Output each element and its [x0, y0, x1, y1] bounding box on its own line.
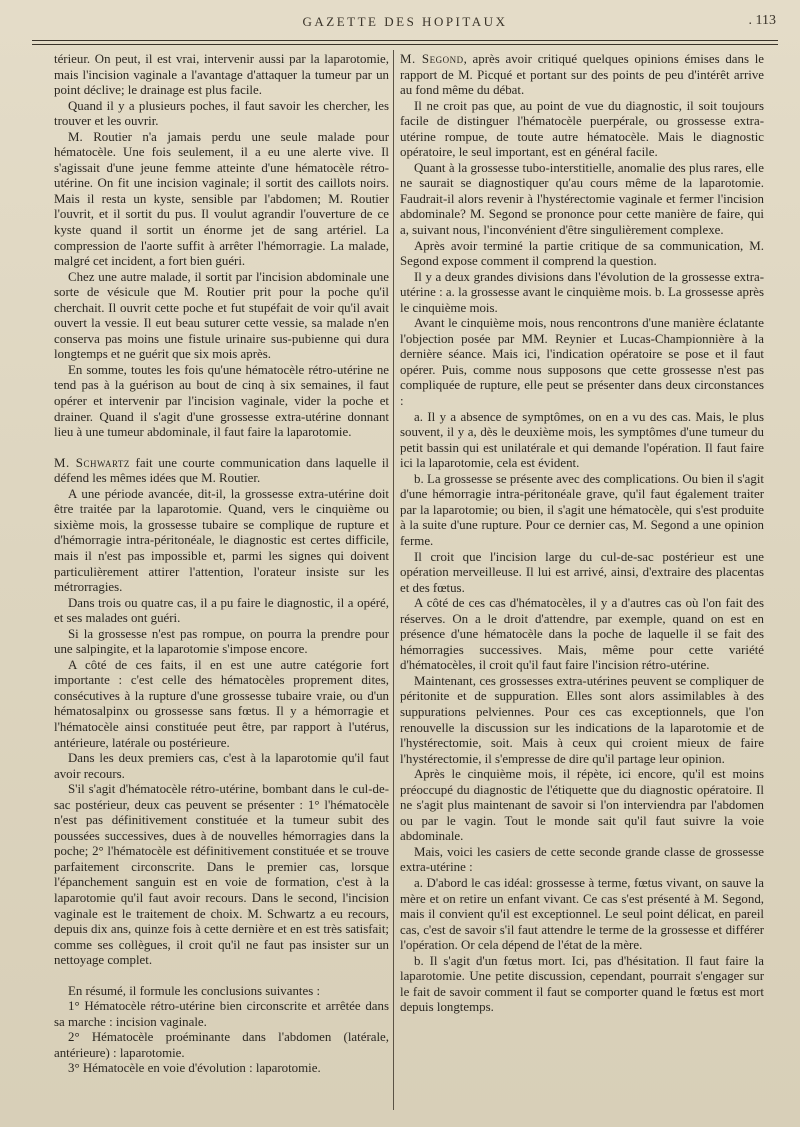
paragraph: [400, 52, 764, 99]
paragraph: [400, 954, 764, 1016]
paragraph-text: A côté de ces cas d'hématocèles, il y a d'autres cas où l'on fait des réserves. On a le droit d'attendre, par exemple, quand on est en présence d'une hématocèle dans la poche de laquelle il se fait des hémorragies successives. Mais, même pour cette variété d'hématocèles, il croit qu'il faut faire l'incision rétro-utérine.: [400, 596, 764, 673]
paragraph-text: Après avoir terminé la partie critique de sa communication, M. Segond expose comment il comprend la question.: [400, 238, 764, 269]
paragraph-text: Mais, voici les casiers de cette seconde grande classe de grossesse extra-utérine :: [400, 844, 764, 875]
paragraph-text: Si la grossesse n'est pas rompue, on pourra la prendre pour une salpingite, et la laparotomie s'impose encore.: [54, 626, 389, 657]
paragraph: [54, 782, 389, 969]
paragraph: [54, 52, 389, 99]
paragraph-text: A côté de ces faits, il en est une autre catégorie fort importante : c'est celle des hématocèles proprement dites, consécutives à la rupture d'une grossesse tubaire vraie, ou d'un hématosalpinx ou grossesse sans fœtus. Il y a hémorragie et l'hématocèle ainsi constituée peut être, par rapport à l'utérus, antérieure, latérale ou postérieure.: [54, 657, 389, 750]
paragraph: [400, 550, 764, 597]
paragraph: [54, 99, 389, 130]
paragraph-text: Chez une autre malade, il sortit par l'incision abdominale une sorte de vésicule que M. Routier prit pour la poche qu'il cherchait. Il ouvrit cette poche et fut stupéfait de voir qu'il avait ouvert la vessie. Il eut beau suturer cette vessie, sa malade n'en conserva pas moins une fistule urinaire sus-pubienne qui dura longtemps et ne guérit que six mois après.: [54, 269, 389, 362]
page-header: [30, 10, 780, 34]
paragraph: [400, 845, 764, 876]
paragraph-text: Dans trois ou quatre cas, il a pu faire le diagnostic, il a opéré, et ses malades ont guéri.: [54, 595, 389, 626]
paragraph: [400, 674, 764, 767]
paragraph-text: 1° Hématocèle rétro-utérine bien circonscrite et arrêtée dans sa marche : incision vaginale.: [54, 999, 389, 1029]
running-title: GAZETTE DES HOPITAUX: [302, 14, 508, 29]
paragraph: [54, 596, 389, 627]
paragraph-text: 2° Hématocèle proéminante dans l'abdomen (latérale, antérieure) : laparotomie.: [54, 1030, 389, 1060]
header-rule-thick: [32, 40, 778, 41]
paragraph-text: b. La grossesse se présente avec des complications. Ou bien il s'agit d'une hémorragie intra-péritonéale grave, qu'il faut également traiter par la laparotomie; ou bien, il s'agit une hématocèle, qui s'est produite à la suite d'une rupture. Pour ce dernier cas, M. Segond a une opinion ferme.: [400, 471, 764, 548]
paragraph: [400, 410, 764, 472]
paragraph-text: Il y a deux grandes divisions dans l'évolution de la grossesse extra-utérine : a. la grossesse avant le cinquième mois. b. La grossesse après le cinquième mois.: [400, 269, 764, 315]
paragraph-text: Après le cinquième mois, il répète, ici encore, qu'il est moins préoccupé du diagnostic de l'étiquette que du diagnostic opératoire. Il ne s'agit plus maintenant de savoir si l'on interviendra par l'abdomen ou par le vagin. Tout le monde sait qu'il faut suivre la voie abdominale.: [400, 767, 764, 844]
paragraph-text: Il ne croit pas que, au point de vue du diagnostic, il soit toujours facile de distinguer l'hématocèle puerpérale, ou grossesse extra-utérine rompue, de toute autre hématocèle. Mais le diagnostic opératoire, le seul important, est en général facile.: [400, 98, 764, 160]
speaker-name: M. Schwartz: [54, 455, 130, 470]
paragraph: [54, 1030, 389, 1061]
paragraph-text: S'il s'agit d'hématocèle rétro-utérine, bombant dans le cul-de-sac postérieur, deux cas peuvent se présenter : 1° l'hématocèle n'est pas définitivement constituée et la tumeur subit des poussées successives, dues à de nouvelles hémorragies dans la poche; 2° l'hématocèle est définitivement constituée et se trouve parfaitement circonscrite. Dans le premier cas, lorsque l'épanchement sanguin est en voie de formation, c'est à la laparotomie qu'il faut avoir recours. Dans le second, l'incision vaginale est le traitement de choix. M. Schwartz a eu recours, depuis dix ans, quinze fois à cette dernière et en est très satisfait; comme ses collègues, il croit qu'il ne faut pas insister sur un nettoyage complet.: [54, 782, 389, 968]
paragraph-text: En somme, toutes les fois qu'une hématocèle rétro-utérine ne tend pas à la guérison au bout de cinq à six semaines, il faut opérer et intervenir par l'incision vaginale, vider la poche et drainer. Quand il s'agit d'une grossesse extra-utérine donnant lieu à une tumeur abdominale, il faut faire la laparotomie.: [54, 362, 389, 440]
paragraph: [54, 1061, 389, 1077]
paragraph: [400, 472, 764, 550]
paragraph: [54, 456, 389, 487]
header-rule-thin: [32, 44, 778, 45]
paragraph-text: A une période avancée, dit-il, la grossesse extra-utérine doit être traitée par la laparotomie. Quand, vers le cinquième ou sixième mois, la grossesse tubaire se complique de rupture et d'hémorragie intra-péritonéale, le diagnostic est certes difficile, mais il n'est pas impossible et, parmi les signes qui doivent particulièrement attirer l'attention, l'orateur insiste sur les métrorragies.: [54, 486, 389, 595]
left-column: [54, 52, 389, 1120]
paragraph-text: a. D'abord le cas idéal: grossesse à terme, fœtus vivant, on sauve la mère et on retire un enfant vivant. Ce cas s'est présenté à M. Segond, mais il convient qu'il est exceptionnel. Le seul point délicat, en pareil cas, c'est de savoir s'il faut attendre le terme de la grossesse et différer l'opération. Or cela dépend de l'état de la mère.: [400, 875, 764, 953]
paragraph: [400, 99, 764, 161]
paragraph-text: Quant à la grossesse tubo-interstitielle, anomalie des plus rares, elle ne saurait se diagnostiquer qu'au cours même de la laparotomie. Faudrait-il alors revenir à l'hystérectomie vaginale et fermer l'incision abdominale? M. Segond se prononce pour cette manière de faire, qui a, suivant nous, l'inconvénient d'être singulièrement complexe.: [400, 160, 764, 238]
right-column: [400, 52, 764, 1120]
paragraph: [54, 130, 389, 270]
paragraph: [400, 596, 764, 674]
paragraph: [54, 270, 389, 363]
paragraph: [400, 767, 764, 845]
paragraph: [54, 999, 389, 1030]
paragraph-text: fait une courte communication dans laquelle il défend les mêmes idées que M. Routier.: [54, 455, 389, 486]
paragraph-text: Il croit que l'incision large du cul-de-sac postérieur est une opération merveilleuse. Il lui est arrivé, ainsi, d'extraire des placentas et des fœtus.: [400, 549, 764, 595]
paragraph-text: Avant le cinquième mois, nous rencontrons d'une manière éclatante l'objection posée par MM. Reynier et Lucas-Championnière à la dernière séance. Mais ici, l'indication opératoire se pose et il faut opérer. Puis, comme nous supposons que cette grossesse n'est pas compliquée de rupture, elle peut se présenter dans deux circonstances :: [400, 316, 764, 409]
paragraph: [54, 984, 389, 1000]
paragraph: [54, 627, 389, 658]
speaker-name: M. Segond: [400, 52, 464, 66]
paragraph: [54, 751, 389, 782]
page-number: . 113: [748, 13, 776, 28]
paragraph: [400, 316, 764, 409]
paragraph-text: a. Il y a absence de symptômes, on en a vu des cas. Mais, le plus souvent, il y a, dès le deuxième mois, les symptômes d'une tumeur du petit bassin qui est unilatérale et qui demande l'opération. Il faut faire ici la laparotomie, cela est évident.: [400, 409, 764, 471]
paragraph-text: M. Routier n'a jamais perdu une seule malade pour hématocèle. Une fois seulement, il a eu une alerte vive. Il s'agissait d'une jeune femme atteinte d'une hématocèle rétro-utérine. On fit une incision vaginale; il sortit des caillots noirs. Mais il resta un kyste, sensible par l'abdomen; M. Routier l'ouvrit, et il sortit du pus. Il voulut agrandir l'ouverture de ce kyste quand il sortit un énorme jet de sang artériel. La compression de l'aorte suffit à arrêter l'hémorragie. La malade, malgré cet incident, a fort bien guéri.: [54, 129, 389, 269]
paragraph: [400, 876, 764, 954]
paragraph: [400, 239, 764, 270]
paragraph-text: Quand il y a plusieurs poches, il faut savoir les chercher, les trouver et les ouvrir.: [54, 98, 389, 129]
paragraph-text: Maintenant, ces grossesses extra-utérines peuvent se compliquer de péritonite et de suppuration. Elles sont alors assimilables à des suppurations pelviennes. Pour ces cas exceptionnels, que l'on renouvelle la discussion sur les indications de la laparotomie et de l'hystérectomie, soit. Mais à ceux qui croient mieux de faire l'hystérectomie, il s'empresse de dire qu'il partage leur opinion.: [400, 673, 764, 766]
column-divider: [393, 50, 394, 1110]
paragraph-text: 3° Hématocèle en voie d'évolution : laparotomie.: [68, 1061, 321, 1076]
paragraph-text: , après avoir critiqué quelques opinions émises dans le rapport de M. Picqué et portant sur des points de peu d'intérêt arrive au fond même du débat.: [400, 52, 764, 98]
paragraph: [54, 363, 389, 441]
paragraph-text: térieur. On peut, il est vrai, intervenir aussi par la laparotomie, mais l'incision vaginale a l'avantage d'attaquer la tumeur par un point déclive; le drainage est plus facile.: [54, 52, 389, 98]
paragraph: [54, 658, 389, 751]
paragraph-text: Dans les deux premiers cas, c'est à la laparotomie qu'il faut avoir recours.: [54, 751, 389, 781]
paragraph: [54, 487, 389, 596]
paragraph-text: En résumé, il formule les conclusions suivantes :: [68, 983, 321, 998]
paragraph: [400, 270, 764, 317]
paragraph: [400, 161, 764, 239]
paragraph-text: b. Il s'agit d'un fœtus mort. Ici, pas d'hésitation. Il faut faire la laparotomie. Une petite discussion, cependant, pourrait s'engager sur le fait de savoir comment il faut se comporter quand le fœtus est mort depuis longtemps.: [400, 953, 764, 1015]
